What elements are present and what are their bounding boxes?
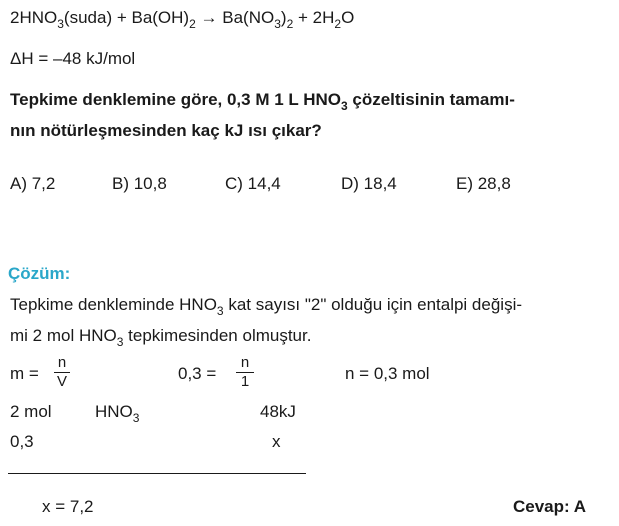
question-line-2: nın nötürleşmesinden kaç kJ ısı çıkar? (10, 121, 322, 140)
solution-text: Tepkime denkleminde HNO (10, 295, 217, 314)
question-sub: 3 (340, 99, 348, 113)
result-value: x = 7,2 (42, 497, 94, 516)
divider-line (8, 473, 306, 474)
substance-sub: 3 (132, 411, 140, 425)
fraction-numerator: n (57, 354, 67, 371)
eq-sub: 3 (57, 17, 64, 31)
n-result: n = 0,3 mol (345, 364, 430, 383)
row1-amount: 2 mol (10, 402, 52, 421)
solution-line-2 (10, 326, 312, 349)
solution-text: mi 2 mol HNO (10, 326, 117, 345)
substance-text: HNO (95, 402, 133, 421)
fraction-numerator: n (240, 354, 250, 371)
option-a: A) 7,2 (10, 174, 56, 193)
row1-energy: 48kJ (260, 402, 296, 421)
eq-lhs-state: (suda) + Ba(OH) (63, 8, 190, 27)
formula-2-fraction (236, 355, 254, 390)
enthalpy-value: ΔH = –48 kJ/mol (10, 49, 136, 68)
eq-rhs-o: O (341, 8, 355, 27)
row2-unknown: x (272, 432, 281, 451)
row1-substance (95, 402, 140, 425)
option-e: E) 28,8 (456, 174, 511, 193)
eq-rhs-water: + 2H (298, 8, 335, 27)
formula-2-lhs: 0,3 = (178, 364, 217, 383)
solution-sub: 3 (116, 335, 124, 349)
fraction-denominator: 1 (240, 373, 250, 390)
option-d: D) 18,4 (341, 174, 397, 193)
question-text: çözeltisinin tamamı- (347, 90, 515, 109)
eq-lhs-hno3: 2HNO (10, 8, 58, 27)
solution-sub: 3 (216, 304, 224, 318)
option-c: C) 14,4 (225, 174, 281, 193)
question-text: Tepkime denklemine göre, 0,3 M 1 L HNO (10, 90, 341, 109)
solution-line-1 (10, 295, 523, 318)
eq-sub: 2 (189, 17, 196, 31)
eq-rhs-bano3: Ba(NO (222, 8, 275, 27)
arrow-icon: → (200, 8, 218, 27)
eq-sub: 2 (334, 17, 342, 31)
answer-label: Cevap: A (513, 497, 587, 516)
solution-text: tepkimesinden olmuştur. (123, 326, 312, 345)
question-line-1 (10, 90, 515, 113)
option-b: B) 10,8 (112, 174, 167, 193)
eq-sub: 2 (286, 17, 294, 31)
row2-amount: 0,3 (10, 432, 34, 451)
solution-text: kat sayısı "2" olduğu için entalpi değişi- (223, 295, 523, 314)
fraction-denominator: V (56, 373, 67, 390)
formula-1-fraction (54, 355, 70, 390)
solution-heading: Çözüm: (8, 264, 71, 283)
formula-1-lhs: m = (10, 364, 39, 383)
reaction-equation (10, 8, 355, 31)
eq-sub: 3 (274, 17, 281, 31)
eq-paren: ) (280, 8, 287, 27)
